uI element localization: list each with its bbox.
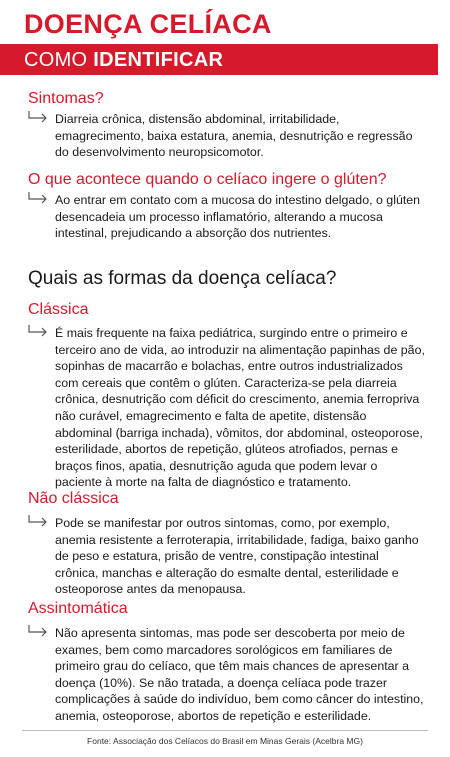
text-classica: É mais frequente na faixa pediátrica, surgindo entre o primeiro e terceiro ano de vida, ao introduzir na alimentação papinhas de pão, sopinhas de macarrão e bolachas, entre outros industrializados com cereais que contêm o glúten. Caracteriza-se pela diarreia crônica, desnutrição com déficit do crescimento, anemia ferropriva não curável, emagrecimento e falta de apetite, distensão abdominal (barriga inchada), vômitos, dor abdominal, osteoporose, esterilidade, abortos de repetição, glúteos atrofiados, pernas e braços finos, apatia, desnutrição aguda que podem levar o paciente à morte na falta de diagnóstico e tratamento. xyxy=(55,326,425,490)
text-gluten: Ao entrar em contato com a mucosa do intestino delgado, o glúten desencadeia um processo inflamatório, alterando a mucosa intestinal, prejudicando a absorção dos nutrientes. xyxy=(55,193,421,241)
subtitle-bold: IDENTIFICAR xyxy=(93,49,224,71)
text-assintomatica: Não apresenta sintomas, mas pode ser descoberta por meio de exames, bem como marcadores sorológicos em familiares de primeiro grau do celíaco, que têm mais chances de apresentar a doença (10%). Se não tratada, a doença celíaca pode trazer complicações à saúde do indivíduo, bem como câncer do intestino, anemia, osteoporose, abortos de repetição e esterilidade. xyxy=(55,626,424,723)
heading-sintomas: Sintomas? xyxy=(28,90,104,107)
arrow-icon xyxy=(27,191,49,205)
arrow-icon xyxy=(27,110,49,124)
heading-nao-classica: Não clássica xyxy=(28,490,119,507)
heading-assintomatica: Assintomática xyxy=(28,600,128,617)
text-sintomas: Diarreia crônica, distensão abdominal, irritabilidade, emagrecimento, baixa estatura, anemia, desnutrição e regressão do desenvolvimento neuropsicomotor. xyxy=(55,112,413,160)
arrow-icon xyxy=(27,514,49,528)
subtitle-bar xyxy=(0,44,438,75)
subtitle-normal: COMO xyxy=(24,49,94,71)
heading-classica: Clássica xyxy=(28,301,89,318)
subtitle xyxy=(24,48,223,72)
arrow-icon xyxy=(27,624,49,638)
source-note: Fonte: Associação dos Celíacos do Brasil em Minas Gerais (Acelbra MG) xyxy=(87,736,363,746)
arrow-icon xyxy=(27,324,49,338)
heading-formas: Quais as formas da doença celíaca? xyxy=(28,268,337,289)
text-nao-classica: Pode se manifestar por outros sintomas, como, por exemplo, anemia resistente a ferroterapia, irritabilidade, fadiga, baixo ganho de peso e estatura, prisão de ventre, constipação intestinal crônica, manchas e alteração do esmalte dental, esterilidade e osteoporose antes da menopausa. xyxy=(55,516,419,597)
heading-gluten: O que acontece quando o celíaco ingere o glúten? xyxy=(28,171,387,188)
page-title: DOENÇA CELÍACA xyxy=(24,9,272,39)
footer-divider xyxy=(22,730,428,731)
